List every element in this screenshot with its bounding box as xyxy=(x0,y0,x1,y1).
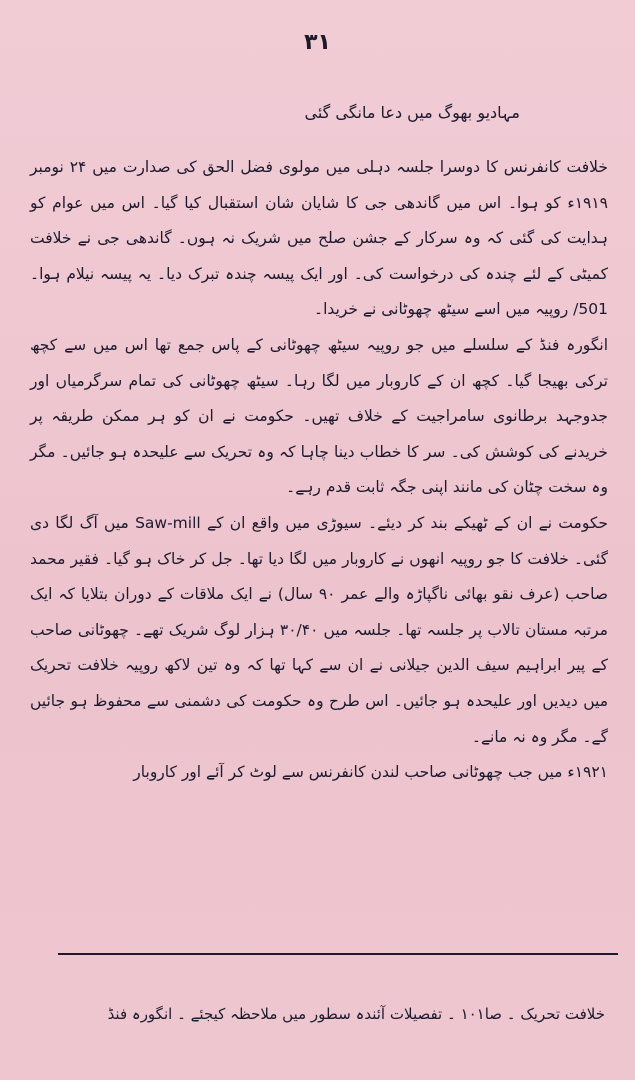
footnote-divider xyxy=(58,953,618,955)
paragraph-4: ۱۹۲۱ء میں جب چھوٹانی صاحب لندن کانفرنس سے لوٹ کر آئے اور کاروبار xyxy=(133,763,608,782)
paragraph-1: خلافت کانفرنس کا دوسرا جلسہ دہلی میں مولوی فضل الحق کی صدارت میں ۲۴ نومبر ۱۹۱۹ء کو ہوا۔ اس میں گاندھی جی کا شایان شان استقبال کیا گیا۔ اس میں عوام کو ہدایت کی گئی کہ وہ سرکار کے جشن صلح میں شریک نہ ہوں۔ گاندھی جی نے خلافت کمیٹی کے لئے چندہ کی درخواست کی۔ اور ایک پیسہ چندہ تبرک دیا۔ یہ پیسہ نیلام ہوا۔ 501/ روپیہ میں اسے سیٹھ چھوٹانی نے خریدا۔ xyxy=(30,158,608,319)
paragraph-3: حکومت نے ان کے ٹھیکے بند کر دیئے۔ سیوڑی میں واقع ان کے Saw-mill میں آگ لگا دی گئی۔ خلافت کا جو روپیہ انھوں نے کاروبار میں لگا دیا تھا۔ جل کر خاک ہو گیا۔ فقیر محمد صاحب (عرف نقو بھائی ناگپاڑہ والے عمر ۹۰ سال) نے ایک ملاقات کے دوران بتلایا کہ ایک مرتبہ مستان تالاب پر جلسہ تھا۔ جلسہ میں ۳۰/۴۰ ہزار لوگ شریک تھے۔ چھوٹانی صاحب کے پیر ابراہیم سیف الدین جیلانی نے ان سے کہا تھا کہ وہ تین لاکھ روپیہ خلافت تحریک میں دیدیں اور علیحدہ ہو جائیں۔ اس طرح وہ حکومت کی دشمنی سے محفوظ ہو جائیں گے۔ مگر وہ نہ مانے۔ xyxy=(30,513,608,746)
section-heading: مہادیو بھوگ میں دعا مانگی گئی xyxy=(304,103,520,122)
footnote: خلافت تحریک ۔ صا۱۰۱ ۔ تفصیلات آئندہ سطور میں ملاحظہ کیجئے ۔ انگورہ فنڈ xyxy=(107,1005,605,1023)
paragraph-2: انگورہ فنڈ کے سلسلے میں جو روپیہ سیٹھ چھوٹانی کے پاس جمع تھا اس میں سے کچھ ترکی بھیجا گیا۔ کچھ ان کے کاروبار میں لگا رہا۔ سیٹھ چھوٹانی کی تمام سرگرمیاں اور جدوجہد برطانوی سامراجیت کے خلاف تھیں۔ حکومت نے ان کو ہر ممکن طریقہ پر خریدنے کی کوشش کی۔ سر کا خطاب دینا چاہا کہ وہ تحریک سے علیحدہ ہو جائیں۔ مگر وہ سخت چٹان کی مانند اپنی جگہ ثابت قدم رہے۔ xyxy=(30,335,608,497)
page-number: ۳۱ xyxy=(304,30,331,55)
body-text xyxy=(30,150,608,791)
